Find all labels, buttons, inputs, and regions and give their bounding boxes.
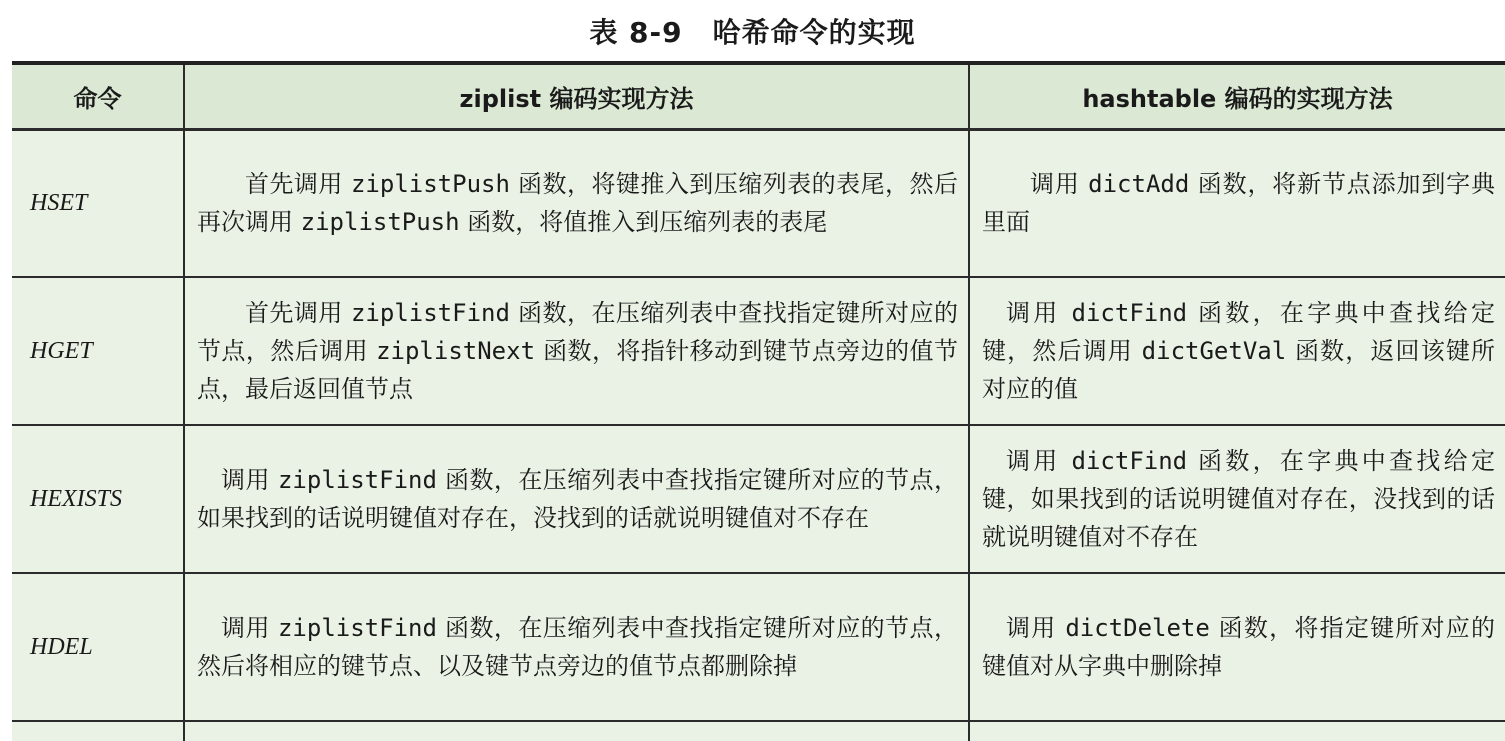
description-text: 调用 bbox=[221, 466, 278, 494]
function-name: ziplistFind bbox=[277, 466, 437, 494]
description-text: 调用 bbox=[1006, 447, 1072, 475]
empty-cell bbox=[12, 721, 184, 741]
command-cell: HDEL bbox=[12, 573, 184, 721]
function-name: dictFind bbox=[1071, 447, 1188, 475]
hashtable-cell bbox=[969, 129, 1505, 277]
ziplist-cell bbox=[184, 129, 969, 277]
header-command: 命令 bbox=[12, 63, 184, 129]
description-text: 函数，在压缩列表中查找指定键所对应的节点，然后将相应的键节点、以及键节点旁边的值节点都删除掉 bbox=[197, 614, 958, 680]
function-name: ziplistFind bbox=[277, 614, 437, 642]
description-text: 函数，将新节点添加到字典里面 bbox=[982, 170, 1495, 237]
description-text: 函数，在字典中查找给定键，然后调用 bbox=[982, 299, 1495, 365]
function-name: dictGetVal bbox=[1141, 337, 1287, 365]
description-text: 函数，返回该键所对应的值 bbox=[982, 337, 1495, 403]
table-header-row bbox=[12, 63, 1505, 129]
command-cell: HEXISTS bbox=[12, 425, 184, 573]
description-text: 调用 bbox=[1006, 614, 1066, 642]
empty-cell bbox=[969, 721, 1505, 741]
function-name: dictFind bbox=[1071, 299, 1188, 327]
function-name: ziplistNext bbox=[376, 337, 536, 365]
function-name: ziplistFind bbox=[350, 299, 510, 327]
table-row bbox=[12, 573, 1505, 721]
description-text: 调用 bbox=[1030, 170, 1089, 199]
command-cell: HGET bbox=[12, 277, 184, 425]
table-caption bbox=[0, 0, 1505, 62]
table-number: 表 8-9 bbox=[589, 16, 683, 49]
table-title: 哈希命令的实现 bbox=[712, 16, 916, 49]
description-text: 调用 bbox=[221, 614, 278, 642]
function-name: dictAdd bbox=[1088, 170, 1190, 199]
function-name: ziplistPush bbox=[350, 170, 510, 199]
description-text: 函数，在字典中查找给定键，如果找到的话说明键值对存在，没找到的话就说明键值对不存在 bbox=[982, 447, 1495, 551]
empty-cell bbox=[184, 721, 969, 741]
description-text: 函数，在压缩列表中查找指定键所对应的节点，如果找到的话说明键值对存在，没找到的话就说明键值对不存在 bbox=[197, 466, 958, 532]
description-text: 函数，将指定键所对应的键值对从字典中删除掉 bbox=[982, 614, 1495, 680]
hashtable-cell bbox=[969, 425, 1505, 573]
header-ziplist: ziplist 编码实现方法 bbox=[184, 63, 969, 129]
function-name: dictDelete bbox=[1065, 614, 1210, 642]
hashtable-cell bbox=[969, 277, 1505, 425]
description-text: 首先调用 bbox=[245, 170, 351, 199]
ziplist-cell bbox=[184, 573, 969, 721]
table-row bbox=[12, 277, 1505, 425]
ziplist-cell bbox=[184, 425, 969, 573]
description-text: 函数，将指针移动到键节点旁边的值节点，最后返回值节点 bbox=[197, 337, 958, 403]
table-row-partial bbox=[12, 721, 1505, 741]
ziplist-cell bbox=[184, 277, 969, 425]
description-text: 函数，将值推入到压缩列表的表尾 bbox=[459, 208, 828, 237]
description-text: 函数，在压缩列表中查找指定键所对应的节点，然后调用 bbox=[197, 299, 958, 365]
description-text: 函数，将键推入到压缩列表的表尾，然后再次调用 bbox=[197, 170, 958, 237]
header-hashtable: hashtable 编码的实现方法 bbox=[969, 63, 1505, 129]
table-row bbox=[12, 425, 1505, 573]
function-name: ziplistPush bbox=[300, 208, 460, 237]
hash-commands-table bbox=[12, 61, 1505, 741]
table-row bbox=[12, 129, 1505, 277]
description-text: 首先调用 bbox=[245, 299, 351, 327]
description-text: 调用 bbox=[1006, 299, 1072, 327]
hashtable-cell bbox=[969, 573, 1505, 721]
command-cell: HSET bbox=[12, 129, 184, 277]
